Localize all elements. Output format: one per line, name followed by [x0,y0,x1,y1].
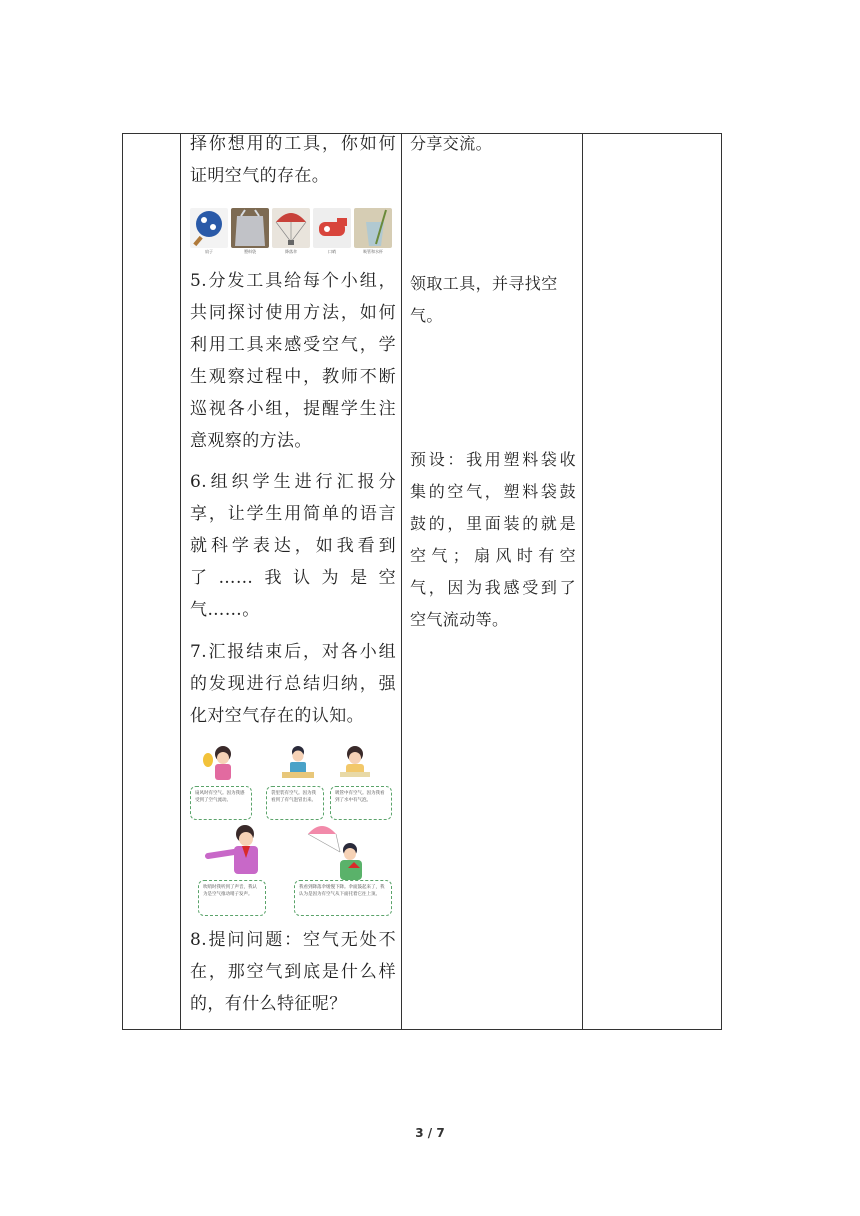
teacher-step-6 [190,466,396,626]
parachute-icon [272,208,310,248]
teacher-step-5 [190,265,396,457]
col-divider-1 [122,133,123,1030]
page-number: 3 / 7 [415,1126,445,1140]
text-line: 了……我认为是空 [190,568,396,588]
text-line: 空气；扇风时有空 [410,546,576,565]
text-line: 利用工具来感受空气，学 [190,335,396,355]
text-line: 生观察过程中，教师不断 [190,367,396,387]
text-line: 化对空气存在的认知。 [190,706,364,726]
tool-caption: 吸管和水杯 [363,249,383,254]
students-illustration [190,742,395,920]
col-divider-4 [582,133,583,1030]
col-divider-5 [721,133,722,1030]
tool-caption: 降落伞 [285,249,297,254]
text-line: 意观察的方法。 [190,431,312,451]
tool-caption: 塑料袋 [244,249,256,254]
text-line: 5.分发工具给每个小组， [190,271,396,291]
teacher-activity-intro [190,128,396,192]
text-line: 择你想用的工具，你如何 [190,134,396,154]
text-line: 在，那空气到底是什么样 [190,962,396,982]
speech-bubble: 吸管中有空气。因为我看到了水中有气泡。 [330,786,392,820]
col-divider-2 [180,133,181,1030]
text-line: 气，因为我感受到了 [410,578,576,597]
table-bottom-border [122,1029,722,1030]
student-share: 分享交流。 [410,134,493,153]
teacher-step-8 [190,924,396,1020]
teacher-step-7 [190,636,396,732]
student-collect: 领取工具，并寻找空气。 [410,274,558,325]
text-line: 气……。 [190,600,260,620]
text-line: 就科学表达，如我看到 [190,536,396,556]
col-divider-3 [401,133,402,1030]
text-line: 8.提问问题：空气无处不 [190,930,396,950]
text-line: 集的空气，塑料袋鼓 [410,482,576,501]
speech-bubble: 我看到降落伞缓慢下降。伞面鼓起来了，我认为是因为有空气从下面托着它往上顶。 [294,880,392,916]
plastic-bag-icon [231,208,269,248]
text-line: 共同探讨使用方法，如何 [190,303,396,323]
tools-image [190,208,393,256]
speech-bubble: 吹哨时我听到了声音，我认为是空气推动哨子发声。 [198,880,266,916]
tool-caption: 扇子 [205,249,213,254]
student-preset [410,444,576,636]
text-line: 6.组织学生进行汇报分 [190,472,396,492]
text-line: 空气流动等。 [410,610,509,629]
text-line: 鼓的，里面装的就是 [410,514,576,533]
text-line: 7.汇报结束后，对各小组 [190,642,396,662]
text-line: 的发现进行总结归纳，强 [190,674,396,694]
text-line: 预设：我用塑料袋收 [410,450,576,469]
text-line: 证明空气的存在。 [190,166,330,186]
text-line: 享，让学生用简单的语言 [190,504,396,524]
whistle-icon [313,208,351,248]
text-line: 巡视各小组，提醒学生注 [190,399,396,419]
tool-caption: 口哨 [328,249,336,254]
speech-bubble: 袋里装有空气。因为我看到了有气泡冒出来。 [266,786,324,820]
fan-icon [190,208,228,248]
speech-bubble: 扇风时有空气。因为我感受到了空气流动。 [190,786,252,820]
straw-and-cup-icon [354,208,392,248]
text-line: 的，有什么特征呢？ [190,994,347,1014]
